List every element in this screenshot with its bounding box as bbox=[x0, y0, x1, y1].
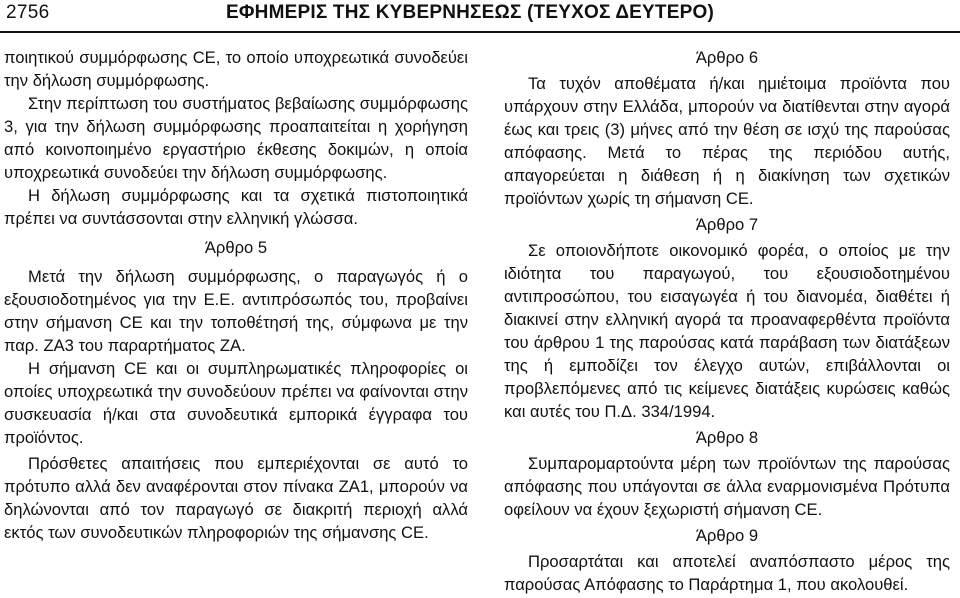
article-5-paragraph-3: Πρόσθετες απαιτήσεις που εμπεριέχονται σε αυτό το πρότυπο αλλά δεν αναφέρονται στον πίνακα ΖΑ1, μπορούν να δηλώνονται από τον παραγωγό σε διακριτή περιοχή αλλά εκτός των συνοδευτικών πληροφοριών της σήμανσης CE. bbox=[4, 454, 468, 542]
paragraph-language-requirement: Η δήλωση συμμόρφωσης και τα σχετικά πιστοποιητικά πρέπει να συντάσσονται στην ελληνική γλώσσα. bbox=[4, 186, 468, 228]
page-header bbox=[0, 0, 960, 34]
article-5-heading: Άρθρο 5 bbox=[204, 238, 268, 257]
header-divider bbox=[0, 31, 960, 33]
right-column bbox=[504, 46, 950, 596]
article-5-paragraph-1: Μετά την δήλωση συμμόρφωσης, ο παραγωγός ή ο εξουσιοδοτημένος για την Ε.Ε. αντιπρόσωπός του, προβαίνει στην σήμανση CE και την τοποθέτησή της, σύμφωνα με την παρ. ΖΑ3 του παραρτήματος ΖΑ. bbox=[4, 267, 468, 355]
paragraph-continuation: ποιητικού συμμόρφωσης CE, το οποίο υποχρεωτικά συνοδεύει την δήλωση συμμόρφωσης. bbox=[4, 48, 468, 90]
gazette-title: ΕΦΗΜΕΡΙΣ ΤΗΣ ΚΥΒΕΡΝΗΣΕΩΣ (ΤΕΥΧΟΣ ΔΕΥΤΕΡΟ) bbox=[226, 2, 714, 23]
article-8-paragraph-1: Συμπαρομαρτούντα μέρη των προϊόντων της παρούσας απόφασης που υπάγονται σε άλλα εναρμονισμένα Πρότυπα οφείλουν να έχουν ξεχωριστή σήμανση CE. bbox=[504, 454, 950, 519]
article-6-heading: Άρθρο 6 bbox=[695, 48, 759, 67]
article-5-paragraph-2: Η σήμανση CE και οι συμπληρωματικές πληροφορίες οι οποίες υποχρεωτικά την συνοδεύουν πρέπει να φαίνονται στην συσκευασία ή/και στα συνοδευτικά εμπορικά έγγραφα του προϊόντος. bbox=[4, 359, 468, 447]
article-9-heading: Άρθρο 9 bbox=[695, 526, 759, 545]
paragraph-conformity-system-3: Στην περίπτωση του συστήματος βεβαίωσης συμμόρφωσης 3, για την δήλωση συμμόρφωσης προαπαιτείται η χορήγηση από κοινοποιημένο εργαστήριο έκθεσης δοκιμών, η οποία υποχρεωτικά συνοδεύει την δήλωση συμμόρφωσης. bbox=[4, 94, 468, 182]
article-9-paragraph-1: Προσαρτάται και αποτελεί αναπόσπαστο μέρος της παρούσας Απόφασης το Παράρτημα 1, που ακολουθεί. bbox=[504, 552, 950, 594]
article-7-paragraph-1: Σε οποιονδήποτε οικονομικό φορέα, ο οποίος με την ιδιότητα του παραγωγού, του εξουσιοδοτημένου αντιπροσώπου, του εισαγωγέα ή του διανομέα, διαθέτει ή διακινεί στην ελληνική αγορά τα προαναφερθέντα προϊόντα του άρθρου 1 της παρούσας κατά παράβαση των διατάξεων της ή εμποδίζει τον έλεγχο αυτών, επιβάλλονται οι προβλεπόμενες από τις κείμενες διατάξεις κυρώσεις καθώς και αυτές του Π.Δ. 334/1994. bbox=[504, 241, 950, 421]
article-6-paragraph-1: Τα τυχόν αποθέματα ή/και ημιέτοιμα προϊόντα που υπάρχουν στην Ελλάδα, μπορούν να διατίθενται στην αγορά έως και τρεις (3) μήνες από την θέση σε ισχύ της παρούσας απόφασης. Μετά το πέρας της περιόδου αυτής, απαγορεύεται η διάθεση ή η διακίνηση των σχετικών προϊόντων χωρίς τη σήμανση CE. bbox=[504, 74, 950, 208]
article-7-heading: Άρθρο 7 bbox=[695, 215, 759, 234]
left-column bbox=[4, 46, 468, 544]
article-8-heading: Άρθρο 8 bbox=[695, 428, 759, 447]
page-number: 2756 bbox=[6, 2, 50, 23]
